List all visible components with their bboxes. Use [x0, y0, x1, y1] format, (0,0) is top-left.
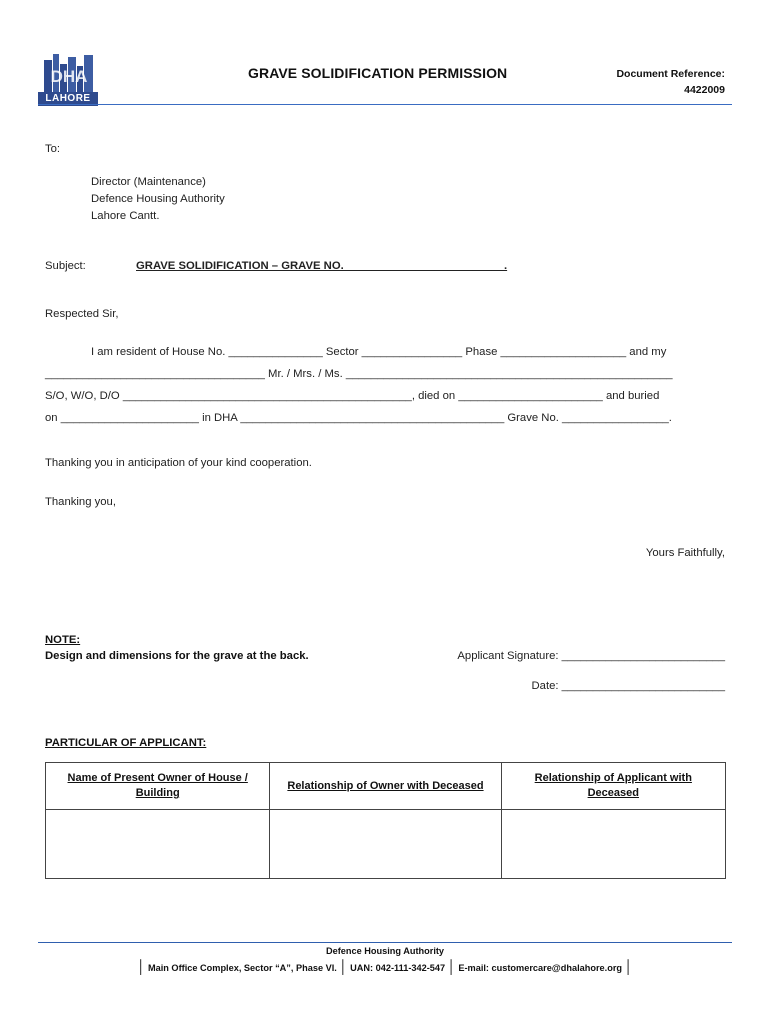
document-reference: [616, 66, 725, 98]
applicant-relationship-cell[interactable]: [501, 810, 725, 879]
city-skyline-icon: [42, 52, 96, 92]
footer-separator: │: [339, 959, 348, 974]
table-header-row: [46, 763, 726, 810]
note-text: Design and dimensions for the grave at the back.: [45, 650, 309, 662]
owner-relationship-cell[interactable]: [270, 810, 501, 879]
body-line-deceased[interactable]: S/O, W/O, D/O ______________________________________________, died on _______________________ and buried: [45, 390, 660, 402]
footer-email[interactable]: E-mail: customercare@dhalahore.org: [458, 963, 623, 973]
closing: Yours Faithfully,: [645, 547, 725, 559]
date-field[interactable]: Date: __________________________: [531, 680, 725, 692]
addressee-block: [91, 174, 225, 225]
body-line-burial[interactable]: on ______________________ in DHA __________________________________________ Grave No. _________________.: [45, 412, 672, 424]
subject-label: Subject:: [45, 260, 86, 272]
logo-text: LAHORE: [38, 92, 98, 106]
body-line-residence[interactable]: I am resident of House No. _______________ Sector ________________ Phase ____________________ and my: [91, 346, 667, 358]
column-header-owner-relationship: Relationship of Owner with Deceased: [270, 763, 501, 810]
column-header-applicant-relationship: Relationship of Applicant with Deceased: [501, 763, 725, 810]
thanks-anticipation: Thanking you in anticipation of your kind cooperation.: [45, 457, 312, 469]
footer-org: Defence Housing Authority: [325, 946, 445, 956]
doc-ref-label: Document Reference:: [616, 68, 725, 80]
footer-separator: │: [447, 959, 456, 974]
address-line: Director (Maintenance): [91, 176, 206, 188]
svg-text:DHA: DHA: [50, 67, 88, 86]
header-divider: [38, 104, 732, 105]
footer-divider: [38, 942, 732, 943]
address-line: Lahore Cantt.: [91, 210, 160, 222]
page-title: GRAVE SOLIDIFICATION PERMISSION: [248, 65, 508, 81]
note-label: NOTE:: [45, 634, 81, 646]
to-label: To:: [45, 143, 61, 155]
footer-separator: │: [137, 959, 146, 974]
table-row: [46, 810, 726, 879]
applicant-signature-field[interactable]: Applicant Signature: __________________________: [457, 650, 725, 662]
footer-uan: UAN: 042-111-342-547: [350, 963, 446, 973]
salutation: Respected Sir,: [45, 308, 119, 320]
doc-ref-number: 4422009: [684, 84, 725, 96]
footer-address: Main Office Complex, Sector “A”, Phase VI.: [147, 963, 337, 973]
body-line-relation[interactable]: ___________________________________ Mr. / Mrs. / Ms. ____________________________________________________: [45, 368, 673, 380]
footer-contact: [0, 959, 770, 974]
owner-name-cell[interactable]: [46, 810, 270, 879]
particulars-heading: PARTICULAR OF APPLICANT:: [45, 737, 207, 749]
column-header-owner-name: Name of Present Owner of House / Building: [46, 763, 270, 810]
dha-logo: [38, 52, 98, 106]
thanking-you: Thanking you,: [45, 496, 116, 508]
footer-separator: │: [624, 959, 633, 974]
subject-text: GRAVE SOLIDIFICATION – GRAVE NO. _________________________.: [136, 260, 508, 272]
address-line: Defence Housing Authority: [91, 193, 225, 205]
particulars-table: [45, 762, 726, 879]
